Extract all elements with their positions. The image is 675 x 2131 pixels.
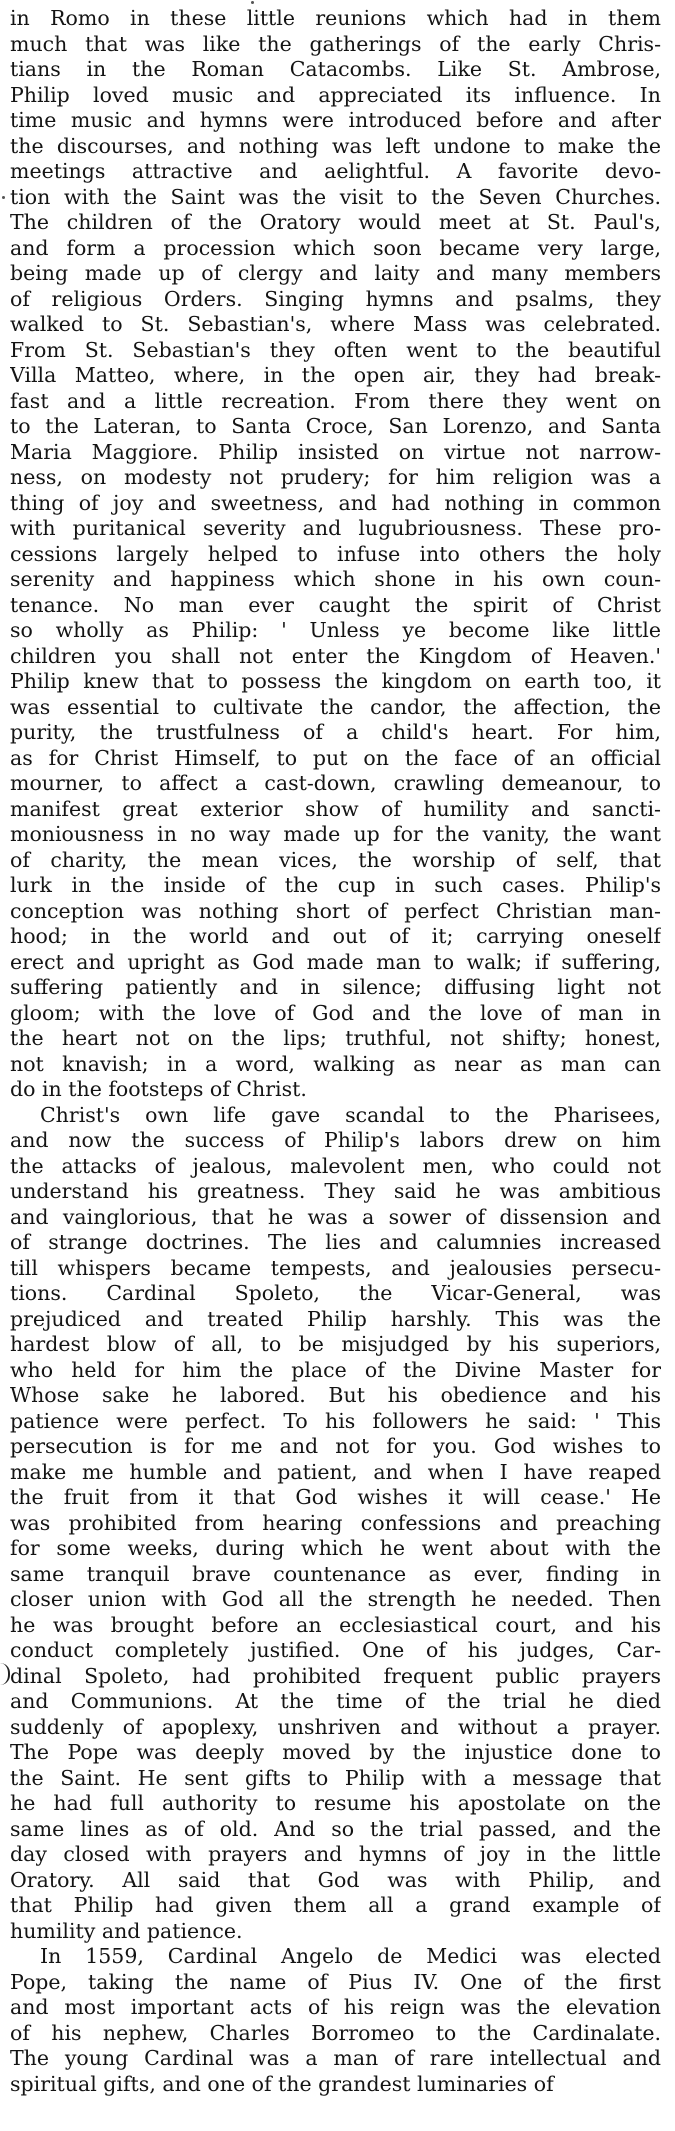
text-line: walked to St. Sebastian's, where Mass was celebrated.: [10, 312, 661, 336]
text-line: the attacks of jealous, malevolent men, who could not: [10, 1153, 661, 1178]
text-line: was essential to cultivate the candor, the affection, the: [10, 694, 661, 719]
text-line: lurk in the inside of the cup in such cases. Philip's: [10, 873, 661, 897]
text-line: prejudiced and treated Philip harshly. This was the: [10, 1306, 661, 1331]
text-line: and form a procession which soon became very large,: [10, 235, 661, 260]
text-line: manifest great exterior show of humility and sancti-: [10, 796, 661, 821]
text-line: and now the success of Philip's labors drew on him: [10, 1128, 661, 1152]
text-line: being made up of clergy and laity and many members: [10, 261, 661, 285]
paragraph: [10, 6, 661, 1103]
text-line: same tranquil brave countenance as ever, finding in: [10, 1561, 661, 1586]
text-line: the discourses, and nothing was left undone to make the: [10, 133, 661, 158]
text-line: thing of joy and sweetness, and had nothing in common: [10, 490, 661, 515]
text-line: and Communions. At the time of the trial he died: [10, 1689, 661, 1713]
text-line: tenance. No man ever caught the spirit of Christ: [10, 592, 661, 617]
text-line: conduct completely justified. One of his judges, Car-: [10, 1638, 661, 1662]
text-line: make me humble and patient, and when I have reaped: [10, 1459, 661, 1484]
text-line: the Saint. He sent gifts to Philip with a message that: [10, 1765, 661, 1790]
text-line: he was brought before an ecclesiastical court, and his: [10, 1612, 661, 1637]
text-line: Oratory. All said that God was with Philip, and: [10, 1867, 661, 1892]
text-line: Whose sake he labored. But his obedience and his: [10, 1383, 661, 1407]
text-line: much that was like the gatherings of the early Chris-: [10, 31, 661, 56]
text-line: time music and hymns were introduced before and after: [10, 108, 661, 132]
text-line: of his nephew, Charles Borromeo to the Cardinalate.: [10, 2020, 661, 2045]
margin-bracket-mark: [0, 1663, 10, 1685]
text-line: with puritanical severity and lugubriousness. These pro-: [10, 516, 661, 540]
paragraph: [10, 1944, 661, 2097]
paragraph: [10, 1103, 661, 1945]
text-line: humility and patience.: [10, 1918, 243, 1943]
text-line: not knavish; in a word, walking as near as man can: [10, 1051, 661, 1076]
text-line: understand his greatness. They said he was ambitious: [10, 1179, 661, 1203]
text-line: to the Lateran, to Santa Croce, San Lorenzo, and Santa: [10, 414, 661, 438]
text-line: till whispers became tempests, and jealousies persecu-: [10, 1255, 661, 1280]
text-line: erect and upright as God made man to walk; if suffering,: [10, 949, 661, 974]
text-line: persecution is for me and not for you. God wishes to: [10, 1434, 661, 1458]
text-line: of strange doctrines. The lies and calumnies increased: [10, 1230, 661, 1254]
text-line: hood; in the world and out of it; carrying oneself: [10, 924, 661, 948]
text-line: Maria Maggiore. Philip insisted on virtue not narrow-: [10, 439, 661, 464]
text-line: Pope, taking the name of Pius IV. One of the first: [10, 1969, 661, 1994]
text-line: Philip loved music and appreciated its influence. In: [10, 82, 661, 107]
text-line: spiritual gifts, and one of the grandest luminaries of: [10, 2071, 554, 2096]
text-line: tion with the Saint was the visit to the Seven Churches.: [10, 184, 661, 209]
text-line: gloom; with the love of God and the love of man in: [10, 1000, 661, 1025]
text-line: cessions largely helped to infuse into others the holy: [10, 541, 661, 566]
text-line: purity, the trustfulness of a child's heart. For him,: [10, 720, 661, 744]
text-line: he had full authority to resume his apostolate on the: [10, 1791, 661, 1815]
text-line: children you shall not enter the Kingdom of Heaven.': [10, 643, 661, 668]
text-line: The children of the Oratory would meet at St. Paul's,: [10, 210, 661, 234]
text-line: closer union with God all the strength he needed. Then: [10, 1587, 661, 1611]
text-line: Christ's own life gave scandal to the Pharisees,: [40, 1102, 661, 1127]
text-line: tions. Cardinal Spoleto, the Vicar-General, was: [10, 1281, 661, 1305]
text-line: of charity, the mean vices, the worship of self, that: [10, 847, 661, 872]
text-line: same lines as of old. And so the trial passed, and the: [10, 1816, 661, 1841]
body-text: [10, 6, 661, 2097]
text-line: From St. Sebastian's they often went to the beautiful: [10, 337, 661, 362]
text-line: in Romo in these little reunions which had in them: [10, 6, 661, 30]
text-line: and vainglorious, that he was a sower of dissension and: [10, 1204, 661, 1229]
text-line: The Pope was deeply moved by the injustice done to: [10, 1740, 661, 1764]
text-line: suddenly of apoplexy, unshriven and without a prayer.: [10, 1714, 661, 1739]
print-speck: [251, 1, 254, 4]
text-line: The young Cardinal was a man of rare intellectual and: [10, 2046, 661, 2070]
text-line: tians in the Roman Catacombs. Like St. Ambrose,: [10, 57, 661, 81]
text-line: and most important acts of his reign was the elevation: [10, 1995, 661, 2019]
text-line: Philip knew that to possess the kingdom on earth too, it: [10, 669, 661, 693]
text-line: as for Christ Himself, to put on the face of an official: [10, 745, 661, 770]
text-line: was prohibited from hearing confessions and preaching: [10, 1510, 661, 1535]
text-line: who held for him the place of the Divine Master for: [10, 1357, 661, 1382]
text-line: conception was nothing short of perfect Christian man-: [10, 898, 661, 923]
text-line: ness, on modesty not prudery; for him religion was a: [10, 465, 661, 489]
text-line: Villa Matteo, where, in the open air, they had break-: [10, 363, 661, 387]
text-line: day closed with prayers and hymns of joy in the little: [10, 1842, 661, 1866]
text-line: moniousness in no way made up for the vanity, the want: [10, 822, 661, 846]
text-line: fast and a little recreation. From there they went on: [10, 388, 661, 413]
text-line: In 1559, Cardinal Angelo de Medici was elected: [40, 1944, 661, 1968]
text-line: the fruit from it that God wishes it will cease.' He: [10, 1485, 661, 1509]
text-line: suffering patiently and in silence; diffusing light not: [10, 975, 661, 999]
print-speck: [2, 196, 5, 199]
text-line: serenity and happiness which shone in his own coun-: [10, 567, 661, 591]
text-line: do in the footsteps of Christ.: [10, 1077, 307, 1101]
text-line: meetings attractive and aelightful. A favorite devo-: [10, 159, 661, 183]
text-line: of religious Orders. Singing hymns and psalms, they: [10, 286, 661, 311]
text-line: mourner, to affect a cast-down, crawling demeanour, to: [10, 771, 661, 795]
text-line: patience were perfect. To his followers he said: ' This: [10, 1408, 661, 1433]
text-line: the heart not on the lips; truthful, not shifty; honest,: [10, 1026, 661, 1050]
text-line: dinal Spoleto, had prohibited frequent public prayers: [10, 1663, 661, 1688]
text-line: so wholly as Philip: ' Unless ye become like little: [10, 618, 661, 642]
text-line: hardest blow of all, to be misjudged by his superiors,: [10, 1332, 661, 1356]
text-line: for some weeks, during which he went about with the: [10, 1536, 661, 1560]
text-line: that Philip had given them all a grand example of: [10, 1893, 661, 1917]
